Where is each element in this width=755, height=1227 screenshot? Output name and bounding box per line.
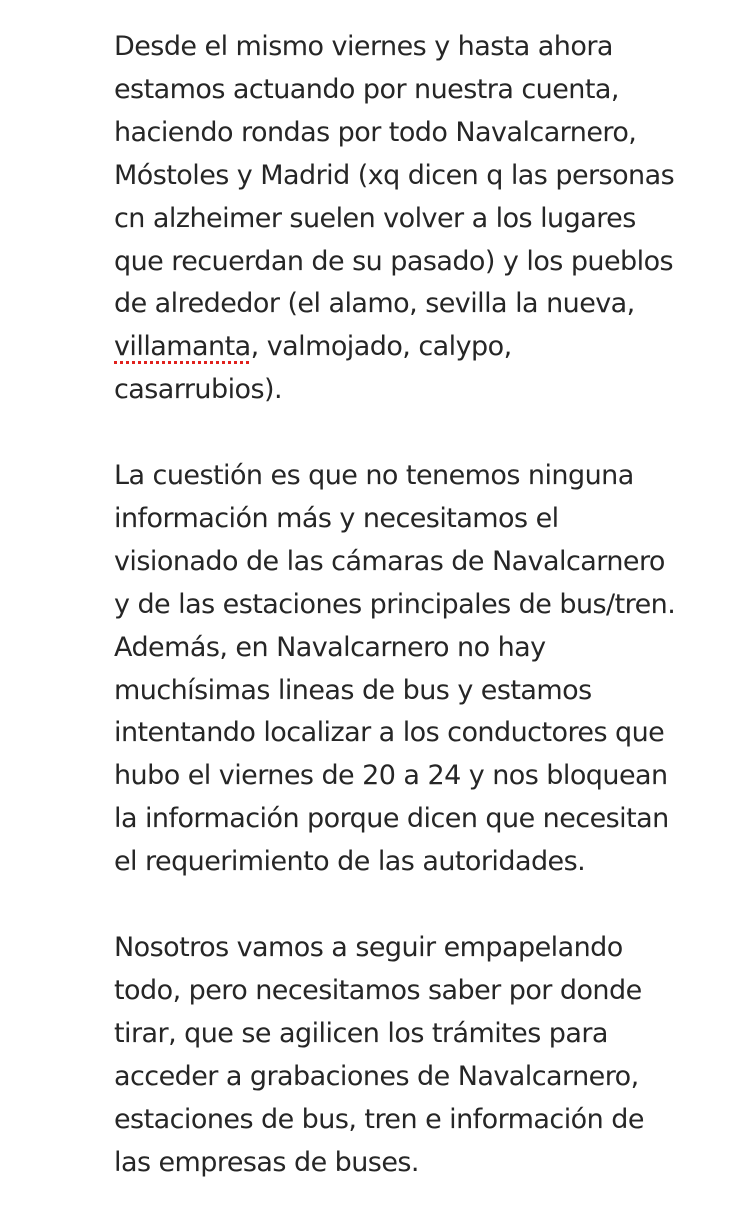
text-line: todo, pero necesitamos saber por donde <box>114 974 642 1006</box>
text-line: acceder a grabaciones de Navalcarnero, <box>114 1060 639 1092</box>
text-line <box>114 326 744 369</box>
text-line: visionado de las cámaras de Navalcarnero <box>114 545 665 577</box>
paragraph-2 <box>114 455 744 884</box>
text-line: tirar, que se agilicen los trámites para <box>114 1017 608 1049</box>
text-fragment: , valmojado, calypo, <box>250 331 512 363</box>
text-line: cn alzheimer suelen volver a los lugares <box>114 202 636 234</box>
text-line: La cuestión es que no tenemos ninguna <box>114 460 634 492</box>
text-line: casarrubios). <box>114 374 283 406</box>
text-line: Móstoles y Madrid (xq dicen q las personas <box>114 159 675 191</box>
text-line: hubo el viernes de 20 a 24 y nos bloquean <box>114 760 668 792</box>
text-line: Desde el mismo viernes y hasta ahora <box>114 31 613 62</box>
text-line: estaciones de bus, tren e información de <box>114 1103 644 1135</box>
misspelled-word[interactable]: villamanta <box>114 331 251 363</box>
text-line: estamos actuando por nuestra cuenta, <box>114 73 619 105</box>
text-line: Nosotros vamos a seguir empapelando <box>114 932 623 963</box>
text-line: intentando localizar a los conductores que <box>114 717 665 749</box>
text-line: que recuerdan de su pasado) y los pueblos <box>114 245 674 277</box>
text-line: Además, en Navalcarnero no hay <box>114 631 546 663</box>
text-line: de alrededor (el alamo, sevilla la nueva, <box>114 288 635 320</box>
text-line: muchísimas lineas de bus y estamos <box>114 674 592 706</box>
text-line: el requerimiento de las autoridades. <box>114 846 586 878</box>
text-line: información más y necesitamos el <box>114 502 559 534</box>
text-line: haciendo rondas por todo Navalcarnero, <box>114 116 637 148</box>
text-line: las empresas de buses. <box>114 1146 419 1178</box>
text-line: y de las estaciones principales de bus/tren. <box>114 588 676 620</box>
text-line: la información porque dicen que necesitan <box>114 803 669 835</box>
paragraph-3 <box>114 927 744 1184</box>
note-text-area[interactable] <box>114 26 744 1227</box>
paragraph-1 <box>114 26 744 412</box>
